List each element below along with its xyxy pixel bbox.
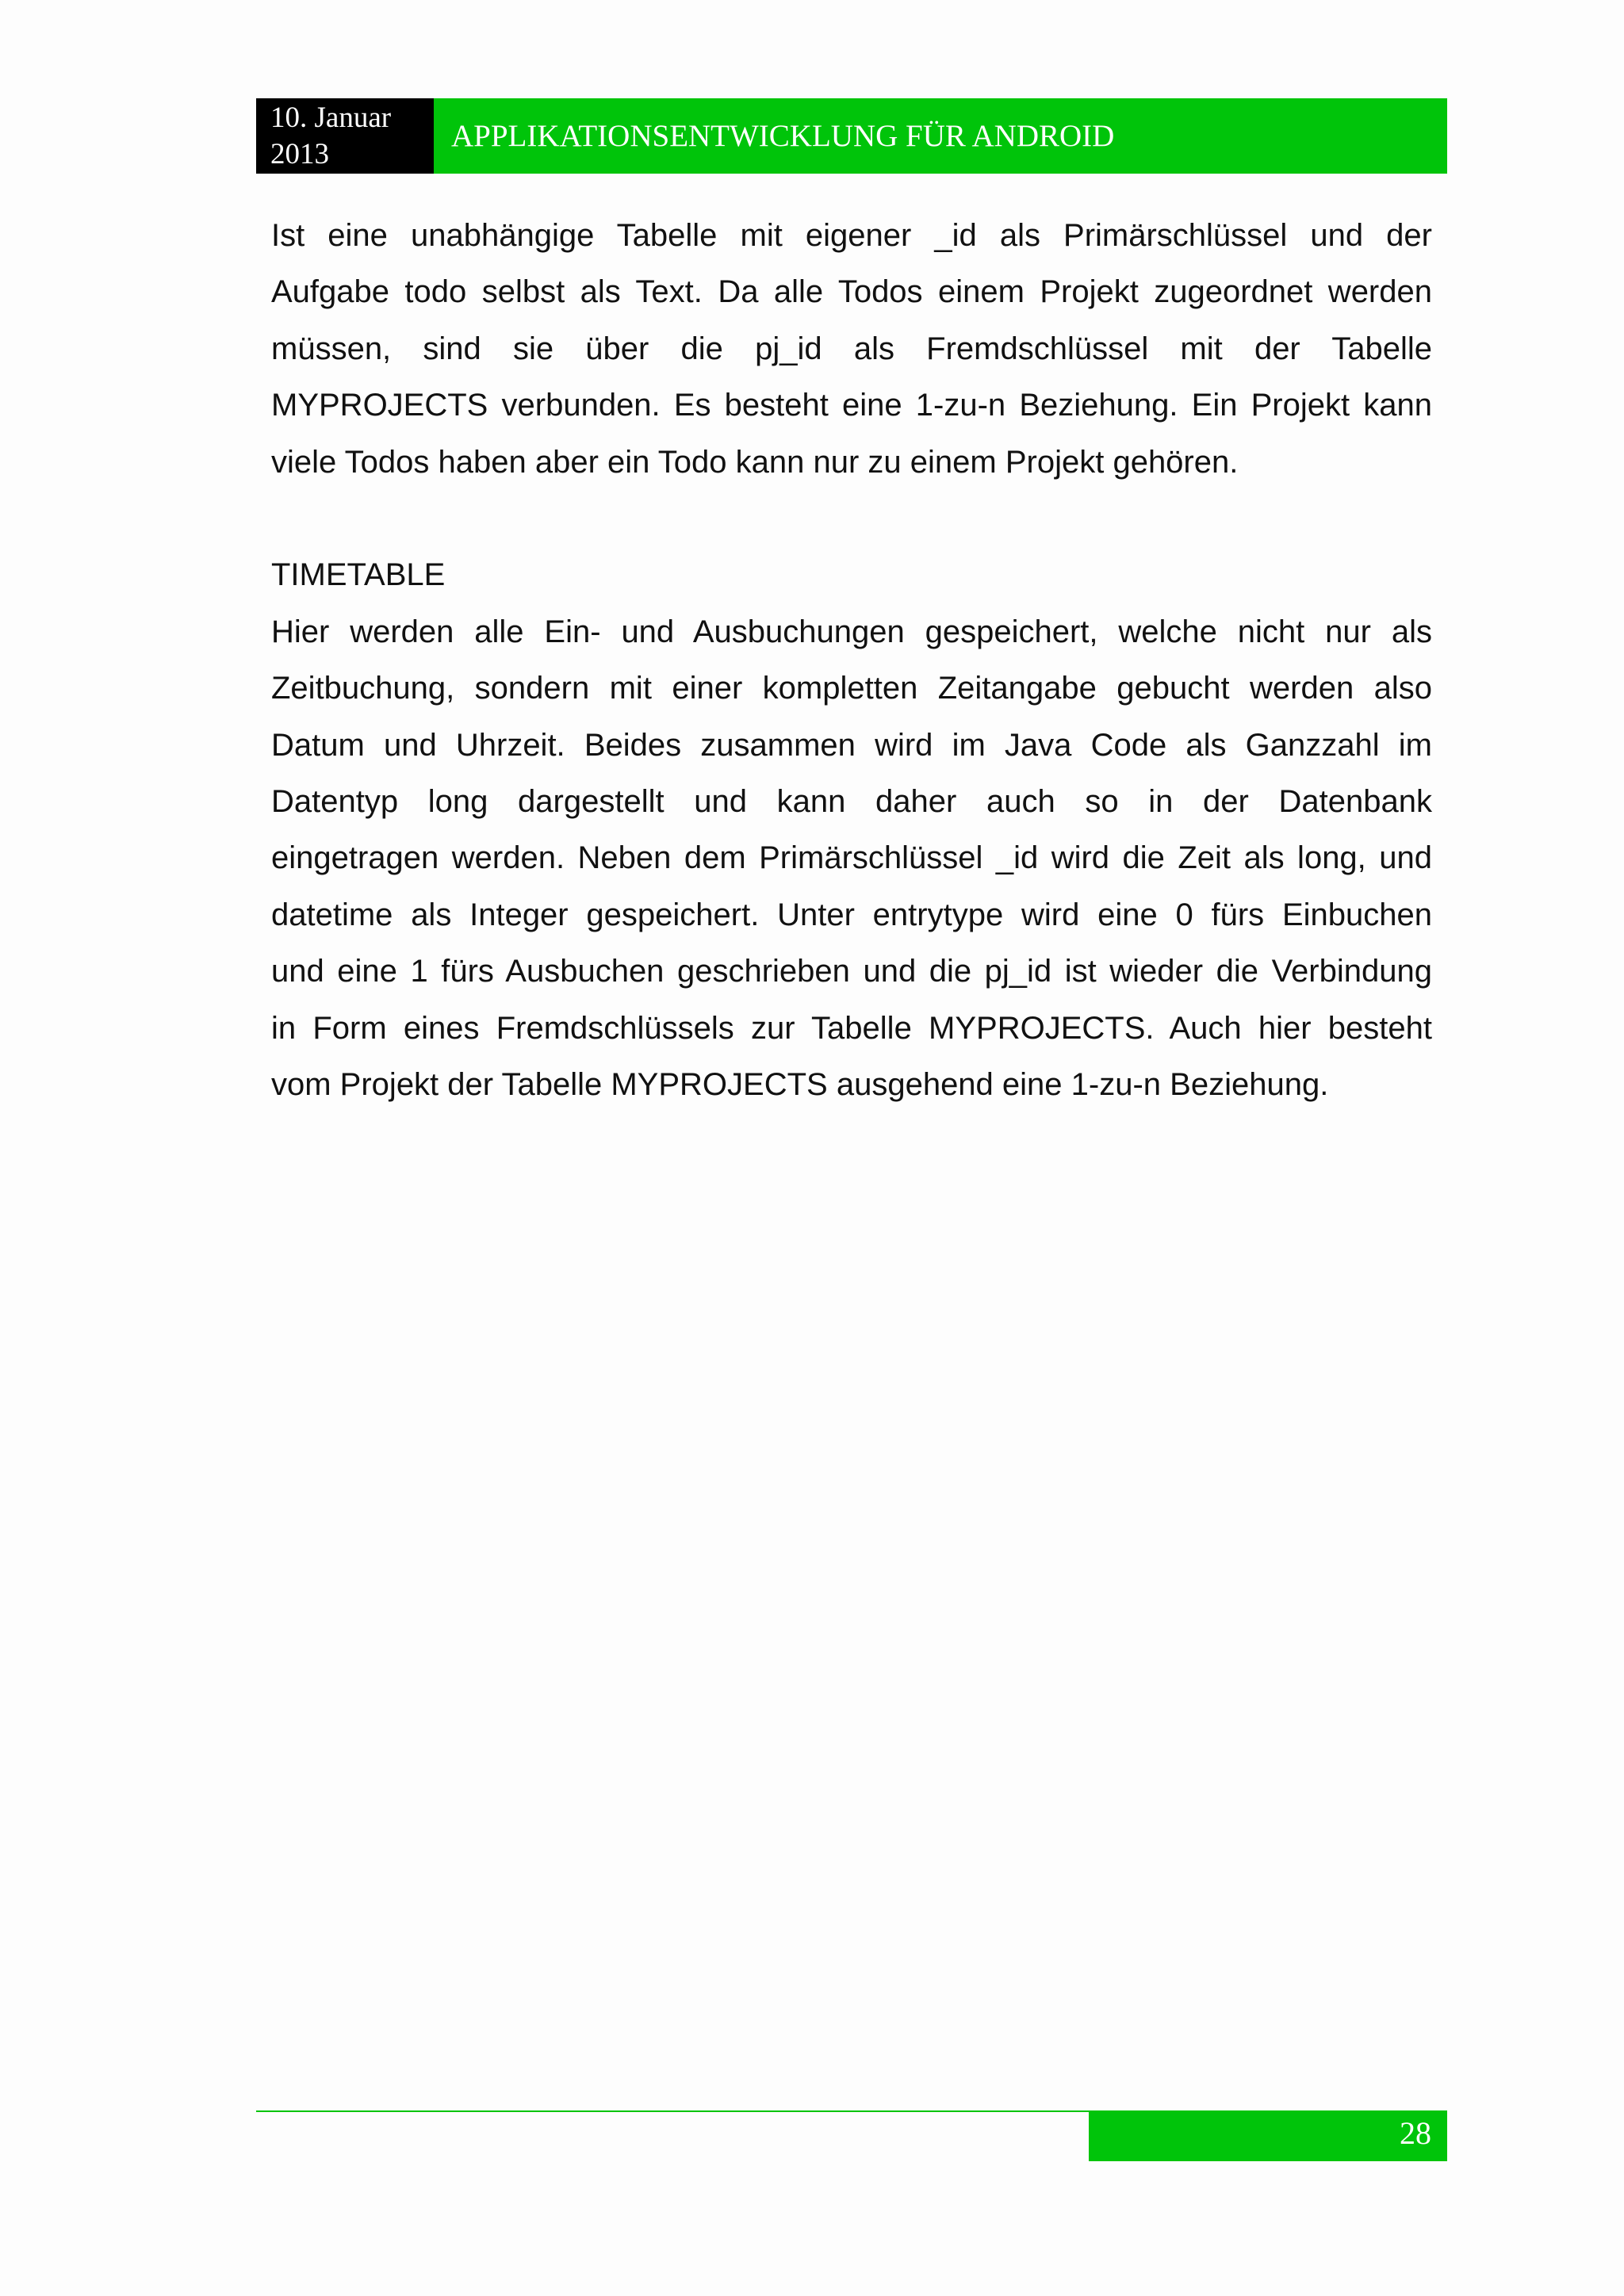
page-number: 28	[1400, 2115, 1431, 2151]
body-content	[271, 208, 1432, 1113]
paragraph-todos	[271, 208, 1432, 491]
header-title-bar	[434, 98, 1447, 174]
footer-page-box	[1089, 2110, 1447, 2161]
header-date-line1: 10. Januar	[270, 101, 392, 134]
paragraph-line: MYPROJECTS verbunden. Es besteht eine 1-zu-n Beziehung. Ein Projekt kann	[271, 388, 1432, 423]
paragraph-line: datetime als Integer gespeichert. Unter entrytype wird eine 0 fürs Einbuchen	[271, 897, 1432, 932]
paragraph-line: müssen, sind sie über die pj_id als Fremdschlüssel mit der Tabelle	[271, 331, 1432, 366]
paragraph-line: Aufgabe todo selbst als Text. Da alle Todos einem Projekt zugeordnet werden	[271, 274, 1432, 310]
paragraph-line: Ist eine unabhängige Tabelle mit eigener _id als Primärschlüssel und der	[271, 218, 1432, 253]
paragraph-timetable	[271, 604, 1432, 1114]
page-header	[256, 98, 1447, 174]
paragraph-line: Hier werden alle Ein- und Ausbuchungen gespeichert, welche nicht nur als	[271, 614, 1432, 649]
header-date-line2: 2013	[270, 138, 329, 170]
paragraph-line: Datum und Uhrzeit. Beides zusammen wird im Java Code als Ganzzahl im	[271, 727, 1432, 763]
paragraph-line: Zeitbuchung, sondern mit einer kompletten Zeitangabe gebucht werden also	[271, 671, 1432, 706]
paragraph-line: in Form eines Fremdschlüssels zur Tabelle MYPROJECTS. Auch hier besteht	[271, 1010, 1432, 1046]
section-heading-timetable: TIMETABLE	[271, 557, 446, 593]
header-title: APPLIKATIONSENTWICKLUNG FÜR ANDROID	[451, 119, 1115, 153]
paragraph-line: eingetragen werden. Neben dem Primärschlüssel _id wird die Zeit als long, und	[271, 840, 1432, 876]
header-date-box	[256, 98, 434, 174]
paragraph-line: vom Projekt der Tabelle MYPROJECTS ausgehend eine 1-zu-n Beziehung.	[271, 1067, 1329, 1103]
paragraph-line: und eine 1 fürs Ausbuchen geschrieben und die pj_id ist wieder die Verbindung	[271, 954, 1432, 989]
paragraph-spacer	[271, 491, 1432, 547]
paragraph-line: viele Todos haben aber ein Todo kann nur zu einem Projekt gehören.	[271, 444, 1239, 480]
paragraph-line: Datentyp long dargestellt und kann daher auch so in der Datenbank	[271, 784, 1432, 820]
